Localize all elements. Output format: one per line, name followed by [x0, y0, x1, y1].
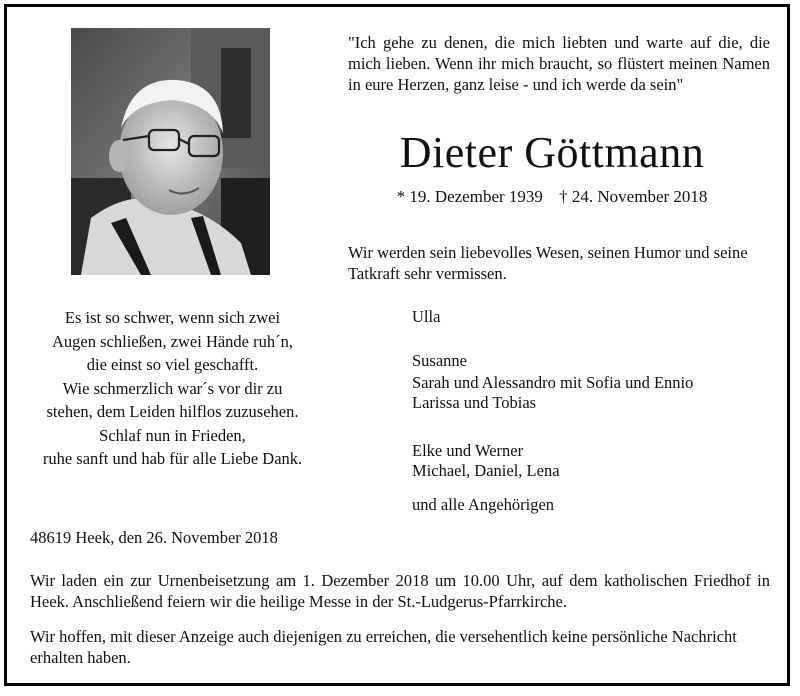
- poem-line: Schlaf nun in Frieden,: [99, 425, 246, 445]
- family-member: Michael, Daniel, Lena: [412, 461, 560, 480]
- place-and-date: 48619 Heek, den 26. November 2018: [30, 528, 278, 547]
- closing-note: Wir hoffen, mit dieser Anzeige auch diejenigen zu erreichen, die versehentlich keine persönliche Nachricht erhalten haben.: [30, 627, 737, 667]
- family-member: und alle Angehörigen: [412, 495, 555, 514]
- family-member: Elke und Werner: [412, 441, 524, 460]
- family-member: Susanne: [412, 351, 467, 370]
- poem-line: Augen schließen, zwei Hände ruh´n,: [52, 331, 293, 351]
- life-dates: [330, 186, 774, 207]
- poem-line: stehen, dem Leiden hilflos zuzusehen.: [46, 402, 299, 421]
- poem-line: Wie schmerzlich war´s vor dir zu: [62, 378, 283, 398]
- poem: [20, 306, 325, 471]
- portrait-photo: [71, 28, 270, 275]
- memorial-quote: "Ich gehe zu denen, die mich liebten und warte auf die, die mich lieben. Wenn ihr mich braucht, so flüstert meinen Namen in eure Herzen, ganz leise - und ich werde da sein": [348, 33, 770, 94]
- family-member: Sarah und Alessandro mit Sofia und Ennio: [412, 373, 694, 392]
- poem-line: die einst so viel geschafft.: [86, 355, 259, 374]
- remembrance-message: Wir werden sein liebevolles Wesen, seinen Humor und seine Tatkraft sehr vermissen.: [348, 243, 748, 283]
- deceased-name: Dieter Göttmann: [399, 128, 705, 177]
- poem-line: ruhe sanft und hab für alle Liebe Dank.: [42, 449, 303, 468]
- funeral-invitation: Wir laden ein zur Urnenbeisetzung am 1. Dezember 2018 um 10.00 Uhr, auf dem katholischen Friedhof in Heek. Anschließend feiern wir die heilige Messe in der St.-Ludgerus-Pfarrkirche.: [30, 571, 770, 611]
- poem-line: Es ist so schwer, wenn sich zwei: [64, 308, 281, 327]
- family-member: Ulla: [412, 307, 441, 326]
- family-member: Larissa und Tobias: [412, 393, 537, 412]
- portrait-image: [71, 28, 270, 275]
- death-date: † 24. November 2018: [559, 187, 708, 206]
- birth-date: * 19. Dezember 1939: [396, 187, 543, 206]
